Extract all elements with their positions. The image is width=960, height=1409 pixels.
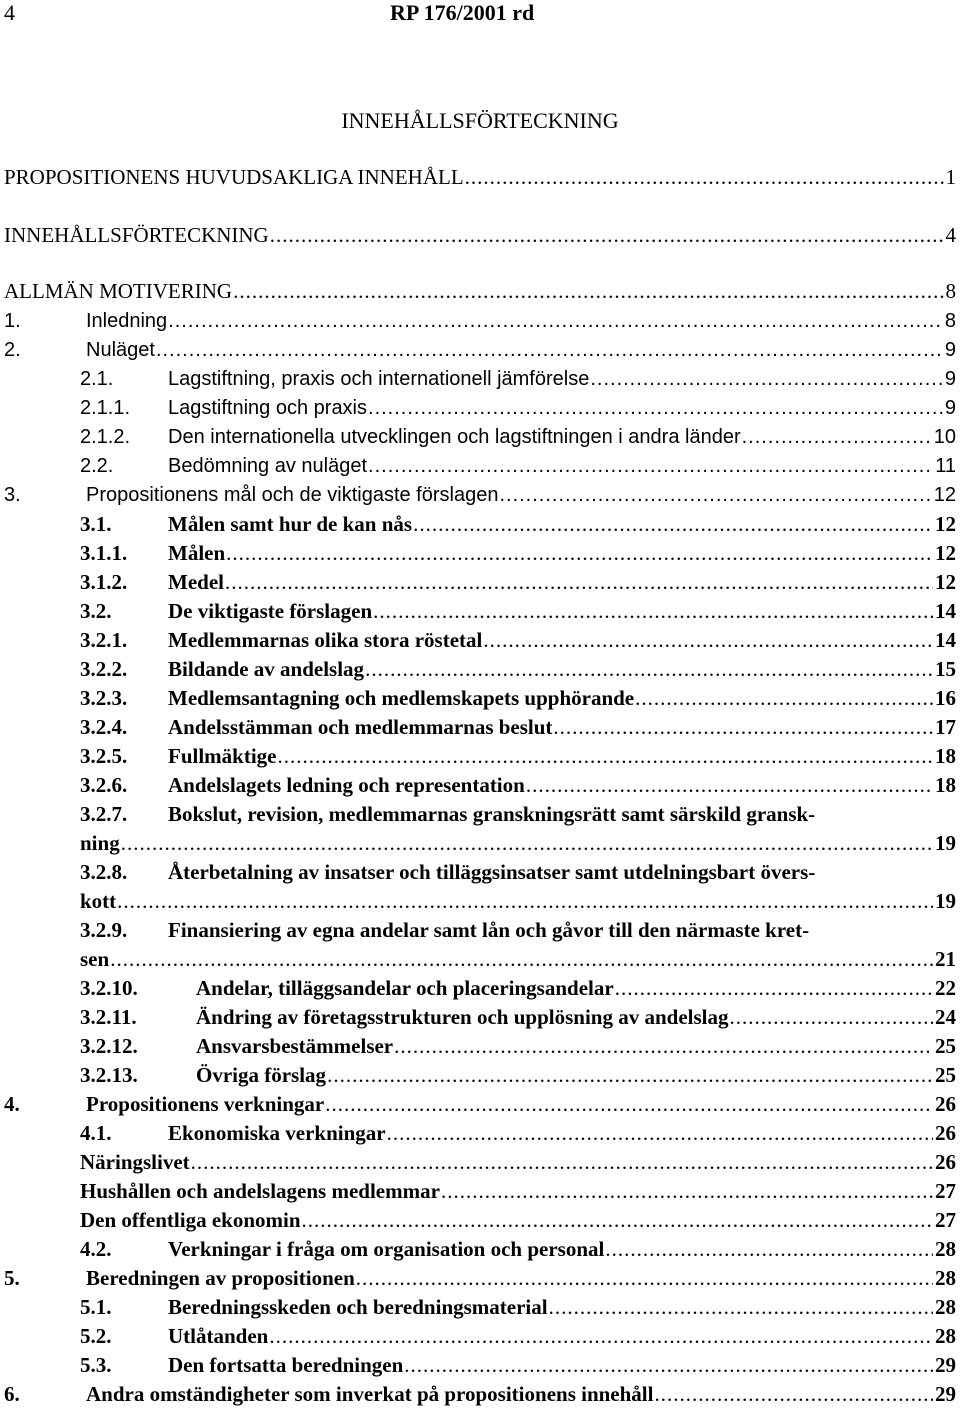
- toc-entry: [80, 1062, 956, 1088]
- toc-entry-number: 3.2.13.: [80, 1063, 138, 1087]
- page-number: 4: [4, 0, 15, 25]
- toc-entry-title: De viktigaste förslagen: [168, 599, 373, 623]
- toc-entry-page: 26: [935, 1092, 956, 1116]
- toc-entry-page: 18: [935, 744, 956, 768]
- toc-entry-title: ALLMÄN MOTIVERING: [4, 279, 233, 303]
- toc-entry-title: Ändring av företagsstrukturen och upplösning av andelslag: [196, 1005, 729, 1029]
- toc-entry-title-continuation: sen: [80, 947, 110, 971]
- dot-leader: [590, 366, 943, 392]
- dot-leader: [654, 1381, 933, 1407]
- dot-leader: [483, 627, 933, 653]
- dot-leader: [117, 888, 933, 914]
- dot-leader: [404, 1352, 933, 1378]
- toc-entry-number: 3.1.: [80, 512, 112, 536]
- toc-entry: [80, 743, 956, 769]
- toc-entry-number: 3.2.5.: [80, 744, 128, 768]
- toc-entry-page: 29: [935, 1382, 956, 1406]
- toc-entry-number: 2.2.: [80, 455, 114, 477]
- toc-entry-page: 12: [933, 484, 956, 506]
- toc-entry: [80, 395, 956, 421]
- toc-entry-number: 5.1.: [80, 1295, 112, 1319]
- dot-leader: [605, 1236, 933, 1262]
- dot-leader: [549, 1294, 933, 1320]
- dot-leader: [368, 395, 943, 421]
- dot-leader: [499, 482, 931, 508]
- toc-entry-title: Bildande av andelslag: [168, 657, 365, 681]
- toc-entry-title: Fullmäktige: [168, 744, 277, 768]
- dot-leader: [156, 337, 943, 363]
- toc-entry-page: 19: [935, 831, 956, 855]
- toc-entry-number: 3.2.2.: [80, 657, 128, 681]
- toc-entry-title: Andelsstämman och medlemmarnas beslut: [168, 715, 553, 739]
- toc-entry: [80, 366, 956, 392]
- toc-entry-continuation: [80, 888, 956, 914]
- toc-entry-number: 3.2.6.: [80, 773, 128, 797]
- toc-entry-title: Andra omständigheter som inverkat på propositionens innehåll: [86, 1382, 654, 1406]
- toc-entry-number: 4.1.: [80, 1121, 112, 1145]
- toc-entry-title: Beredningen av propositionen: [86, 1266, 355, 1290]
- toc-entry-title: Målen samt hur de kan nås: [168, 512, 413, 536]
- toc-entry: [4, 308, 956, 334]
- toc-entry-title: Den internationella utvecklingen och lagstiftningen i andra länder: [168, 426, 741, 448]
- dot-leader: [373, 598, 933, 624]
- toc-entry-number: 4.: [4, 1092, 20, 1116]
- toc-entry: [80, 656, 956, 682]
- dot-leader: [365, 656, 933, 682]
- toc-entry-title: Andelar, tilläggsandelar och placeringsandelar: [196, 976, 614, 1000]
- toc-entry-title: Bokslut, revision, medlemmarnas granskningsrätt samt särskild gransk-: [168, 802, 816, 826]
- dot-leader: [441, 1178, 933, 1204]
- toc-entry-page: 28: [935, 1324, 956, 1348]
- dot-leader: [233, 278, 943, 304]
- toc-entry-title: Den fortsatta beredningen: [168, 1353, 404, 1377]
- toc-entry: [80, 1323, 956, 1349]
- toc-entry: [80, 685, 956, 711]
- toc-entry-number: 4.2.: [80, 1237, 112, 1261]
- toc-entry-number: 3.1.1.: [80, 541, 128, 565]
- toc-entry-number: 2.1.: [80, 368, 114, 390]
- toc-entry-page: 26: [935, 1121, 956, 1145]
- dot-leader: [121, 830, 933, 856]
- toc-entry-number: 5.2.: [80, 1324, 112, 1348]
- toc-entry-title: Näringslivet: [80, 1150, 190, 1174]
- toc-entry-page: 9: [944, 339, 956, 361]
- dot-leader: [368, 453, 933, 479]
- toc-entry-page: 9: [944, 368, 956, 390]
- toc-entry-page: 12: [935, 570, 956, 594]
- toc-entry-title: Hushållen och andelslagens medlemmar: [80, 1179, 440, 1203]
- page-title: INNEHÅLLSFÖRTECKNING: [341, 108, 619, 133]
- toc-entry-number: 3.: [4, 484, 21, 506]
- toc-entry: [4, 337, 956, 363]
- toc-entry: [80, 598, 956, 624]
- toc-entry: [80, 1033, 956, 1059]
- toc-entry-page: 25: [935, 1063, 956, 1087]
- toc-entry: [80, 1004, 956, 1030]
- toc-entry: [80, 772, 956, 798]
- dot-leader: [269, 1323, 933, 1349]
- toc-entry-page: 8: [944, 310, 956, 332]
- toc-entry-number: 5.: [4, 1266, 20, 1290]
- toc-entry-title: Ekonomiska verkningar: [168, 1121, 386, 1145]
- toc-entry: [4, 164, 956, 190]
- dot-leader: [325, 1091, 933, 1117]
- toc-entry-page: 28: [935, 1237, 956, 1261]
- toc-entry-title: Beredningsskeden och beredningsmaterial: [168, 1295, 548, 1319]
- toc-entry-title: Lagstiftning, praxis och internationell jämförelse: [168, 368, 590, 390]
- toc-entry-title: Medel: [168, 570, 224, 594]
- toc-entry-page: 22: [935, 976, 956, 1000]
- dot-leader: [302, 1207, 934, 1233]
- toc-entry: [80, 1120, 956, 1146]
- toc-entry-page: 25: [935, 1034, 956, 1058]
- dot-leader: [553, 714, 933, 740]
- dot-leader: [615, 975, 933, 1001]
- dot-leader: [742, 424, 932, 450]
- toc-entry-page: 19: [935, 889, 956, 913]
- toc-entry-page: 12: [935, 512, 956, 536]
- toc-entry: [80, 1352, 956, 1378]
- dot-leader: [191, 1149, 933, 1175]
- toc-entry: [80, 1236, 956, 1262]
- toc-entry-page: 21: [935, 947, 956, 971]
- toc-entry-page: 12: [935, 541, 956, 565]
- toc-entry: [4, 278, 956, 304]
- toc-entry-number: 3.2.8.: [80, 860, 128, 884]
- toc-entry: [4, 1381, 956, 1407]
- dot-leader: [394, 1033, 933, 1059]
- dot-leader: [327, 1062, 933, 1088]
- toc-entry-number: 3.2.11.: [80, 1005, 137, 1029]
- toc-entry-page: 18: [935, 773, 956, 797]
- toc-entry-page: 8: [945, 279, 956, 303]
- toc-entry-title: Andelslagets ledning och representation: [168, 773, 525, 797]
- toc-entry-title: Inledning: [86, 310, 168, 332]
- toc-entry-title: Bedömning av nuläget: [168, 455, 368, 477]
- toc-entry-number: 2.1.2.: [80, 426, 131, 448]
- toc-entry-title: Den offentliga ekonomin: [80, 1208, 301, 1232]
- toc-entry-number: 3.2.: [80, 599, 112, 623]
- dot-leader: [278, 743, 934, 769]
- dot-leader: [413, 511, 933, 537]
- toc-entry-number: 2.: [4, 339, 21, 361]
- toc-entry-page: 15: [935, 657, 956, 681]
- toc-entry-title: PROPOSITIONENS HUVUDSAKLIGA INNEHÅLL: [4, 165, 464, 189]
- toc-entry-title: Lagstiftning och praxis: [168, 397, 368, 419]
- toc-entry-title: Ansvarsbestämmelser: [196, 1034, 394, 1058]
- toc-entry: [80, 975, 956, 1001]
- dot-leader: [465, 164, 944, 190]
- toc-entry-page: 14: [935, 628, 956, 652]
- toc-entry: [80, 540, 956, 566]
- toc-entry-title: Medlemsantagning och medlemskapets upphörande: [168, 686, 635, 710]
- dot-leader: [226, 540, 933, 566]
- toc-entry-number: 3.1.2.: [80, 570, 128, 594]
- toc-entry-page: 14: [935, 599, 956, 623]
- toc-entry: [80, 627, 956, 653]
- toc-entry: [80, 511, 956, 537]
- toc-entry-page: 28: [935, 1266, 956, 1290]
- dot-leader: [387, 1120, 933, 1146]
- toc-entry: [80, 714, 956, 740]
- document-reference: RP 176/2001 rd: [390, 0, 535, 25]
- toc-entry-title: Propositionens verkningar: [86, 1092, 325, 1116]
- toc-entry-page: 26: [935, 1150, 956, 1174]
- toc-entry-page: 10: [933, 426, 956, 448]
- toc-entry-title: INNEHÅLLSFÖRTECKNING: [4, 223, 269, 247]
- toc-entry-page: 16: [935, 686, 956, 710]
- toc-entry: [80, 1294, 956, 1320]
- toc-entry-number: 3.2.4.: [80, 715, 128, 739]
- toc-entry-title: Medlemmarnas olika stora röstetal: [168, 628, 483, 652]
- toc-entry: [80, 453, 956, 479]
- toc-entry-title-continuation: ning: [80, 831, 120, 855]
- dot-leader: [110, 946, 933, 972]
- toc-entry-title: Utlåtanden: [168, 1324, 269, 1348]
- toc-entry-page: 27: [935, 1208, 956, 1232]
- toc-entry: [80, 569, 956, 595]
- toc-entry-number: 2.1.1.: [80, 397, 131, 419]
- toc-entry-page: 24: [935, 1005, 956, 1029]
- toc-entry: [4, 222, 956, 248]
- toc-entry-title: Nuläget: [86, 339, 155, 361]
- toc-entry-page: 4: [945, 223, 956, 247]
- toc-entry-number: 3.2.12.: [80, 1034, 138, 1058]
- toc-entry-number: 3.2.10.: [80, 976, 138, 1000]
- toc-entry-number: 3.2.1.: [80, 628, 128, 652]
- dot-leader: [225, 569, 933, 595]
- toc-entry-page: 29: [935, 1353, 956, 1377]
- toc-entry-page: 11: [935, 455, 956, 477]
- toc-entry-title: Målen: [168, 541, 226, 565]
- toc-entry-page: 28: [935, 1295, 956, 1319]
- toc-entry-page: 9: [944, 397, 956, 419]
- toc-entry-title: Övriga förslag: [196, 1063, 327, 1087]
- toc-entry: [4, 482, 956, 508]
- dot-leader: [526, 772, 933, 798]
- toc-entry-page: 27: [935, 1179, 956, 1203]
- toc-entry-number: 3.2.7.: [80, 802, 128, 826]
- toc-entry-page: 1: [945, 165, 956, 189]
- toc-entry-number: 5.3.: [80, 1353, 112, 1377]
- toc-entry-number: 1.: [4, 310, 21, 332]
- toc-entry-page: 17: [935, 715, 956, 739]
- dot-leader: [635, 685, 933, 711]
- dot-leader: [168, 308, 943, 334]
- toc-entry-title: Finansiering av egna andelar samt lån och gåvor till den närmaste kret-: [168, 918, 810, 942]
- toc-entry-number: 3.2.9.: [80, 918, 128, 942]
- toc-entry-continuation: [80, 830, 956, 856]
- dot-leader: [730, 1004, 934, 1030]
- dot-leader: [270, 222, 944, 248]
- toc-entry: [80, 424, 956, 450]
- toc-entry: [80, 1207, 956, 1233]
- toc-entry: [4, 1091, 956, 1117]
- dot-leader: [356, 1265, 933, 1291]
- toc-entry-continuation: [80, 946, 956, 972]
- toc-entry-number: 6.: [4, 1382, 20, 1406]
- toc-entry-title: Verkningar i fråga om organisation och personal: [168, 1237, 605, 1261]
- toc-entry-title: Propositionens mål och de viktigaste förslagen: [86, 484, 499, 506]
- toc-entry: [80, 1178, 956, 1204]
- toc-entry-title: Återbetalning av insatser och tilläggsinsatser samt utdelningsbart övers-: [168, 860, 816, 884]
- toc-entry-title-continuation: kott: [80, 889, 117, 913]
- toc-entry: [80, 1149, 956, 1175]
- toc-entry-number: 3.2.3.: [80, 686, 128, 710]
- toc-entry: [4, 1265, 956, 1291]
